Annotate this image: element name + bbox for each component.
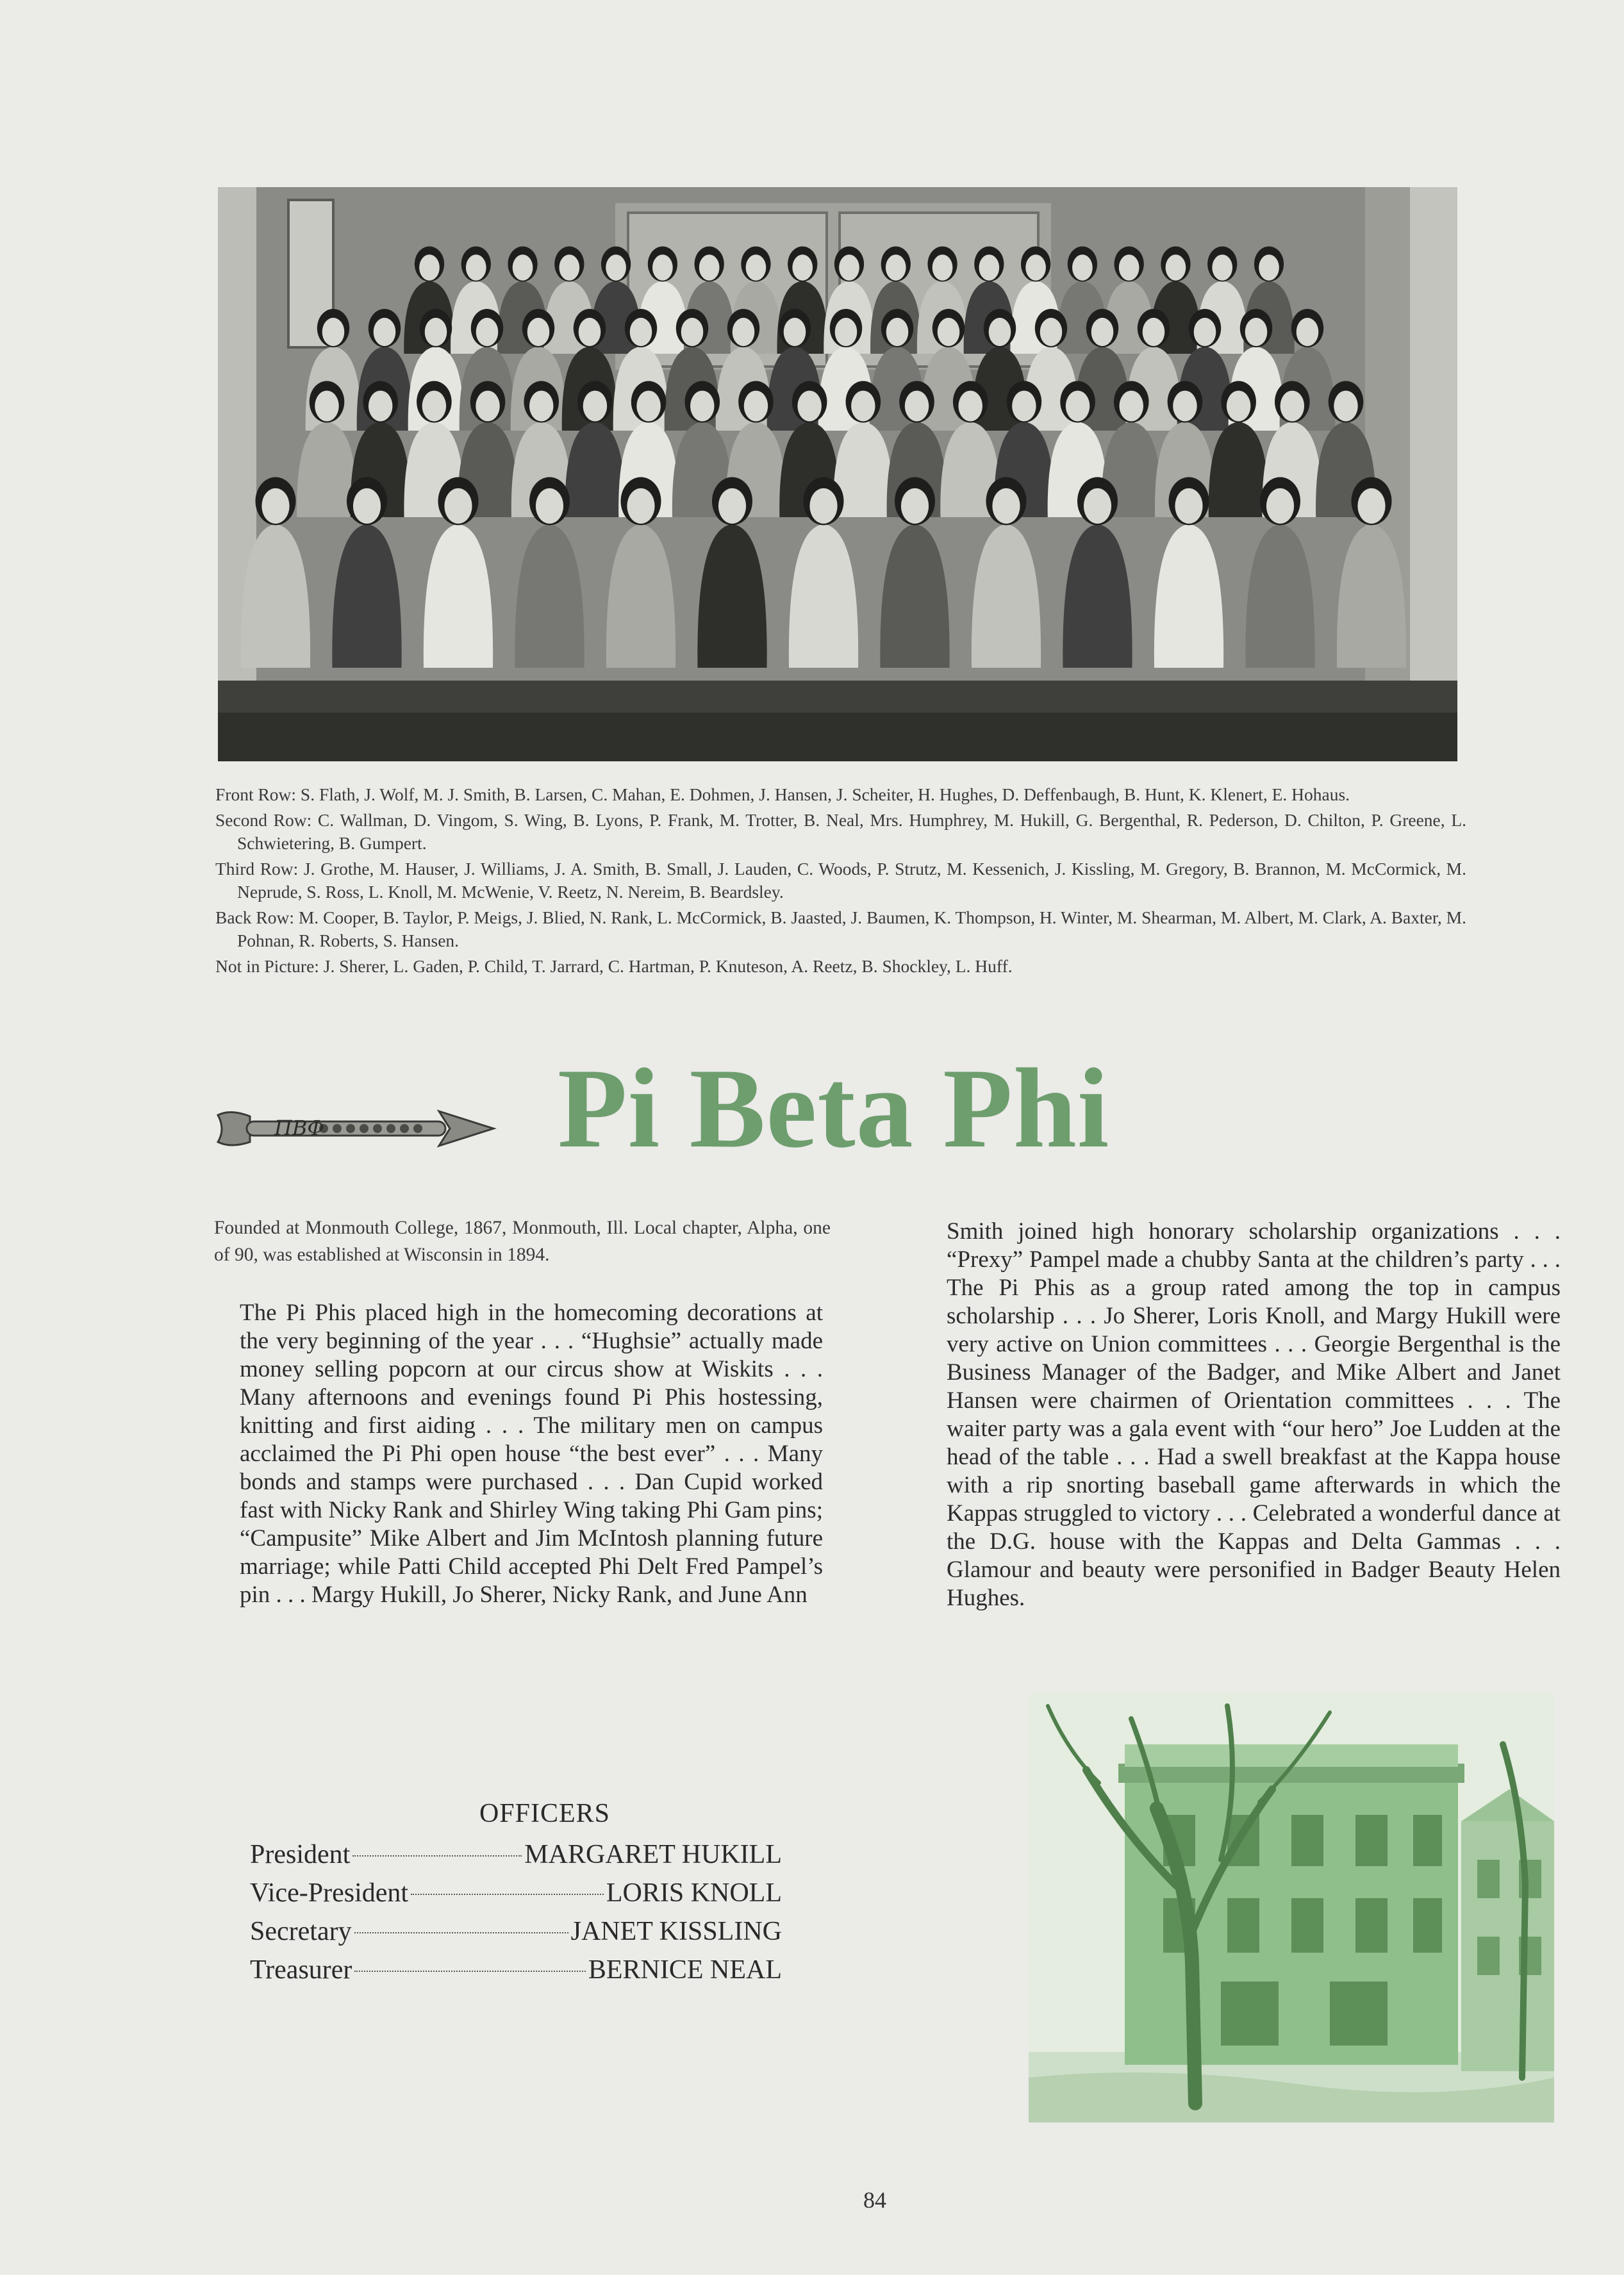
leader-dots [354, 1932, 568, 1933]
body-text-left: The Pi Phis placed high in the homecoming decorations at the very beginning of the year . . . “Hughsie” actually made money selling popcorn at our circus show at Wiskits . . . Many afternoons and evenings found Pi Phis hostessing, knitting and first aiding . . . The military men on campus acclaimed the Pi Phi open house “the best ever” . . . Many bonds and stamps were purchased . . . Dan Cupid worked fast with Nicky Rank and Shirley Wing taking Phi Gam pins; “Campusite” Mike Albert and Jim McIntosh planning future marriage; while Patti Child accepted Phi Delt Fred Pampel’s pin . . . Margy Hukill, Jo Sherer, Nicky Rank, and June Ann [240, 1300, 823, 1608]
chapter-house-photo [1029, 1693, 1554, 2122]
officer-role: Treasurer [250, 1955, 352, 1985]
officer-name: LORIS KNOLL [606, 1878, 782, 1908]
page-number: 84 [863, 2187, 886, 2213]
officer-role: Vice-President [250, 1878, 409, 1908]
caption-front-row: Front Row: S. Flath, J. Wolf, M. J. Smith, B. Larsen, C. Mahan, E. Dohmen, J. Hansen, J. Scheiter, H. Hughes, D. Deffenbaugh, B. Hunt, K. Klenert, E. Hohaus. [215, 784, 1350, 804]
page-title: Pi Beta Phi [558, 1045, 1110, 1171]
body-text-right: Smith joined high honorary scholarship organizations . . . “Prexy” Pampel made a chubby Santa at the children’s party . . . The Pi Phis as a group rated among the top in campus scholarship . . . Jo Sherer, Loris Knoll, and Margy Hukill were very active on Union committees . . . Georgie Bergenthal is the Business Manager of the Badger, and Mike Albert and Janet Hansen were chairmen of Orientation committees . . . The waiter party was a gala event with “our hero” Joe Ludden at the head of the table . . . Had a swell breakfast at the Kappa house with a rip snorting baseball game afterwards in which the Kappas struggled to victory . . . Celebrated a wonderful dance at the D.G. house with the Kappas and Delta Gammas . . . Glamour and beauty were personified in Badger Beauty Helen Hughes. [947, 1218, 1561, 1611]
officer-row-treasurer [250, 1951, 782, 1989]
officer-name: MARGARET HUKILL [524, 1840, 782, 1869]
officer-row-secretary [250, 1912, 782, 1951]
officers-block [250, 1798, 782, 1989]
photo-caption [215, 783, 1466, 980]
officer-row-president [250, 1835, 782, 1874]
officer-role: President [250, 1840, 351, 1869]
officer-name: BERNICE NEAL [588, 1955, 782, 1985]
officer-role: Secretary [250, 1917, 352, 1946]
group-photo [218, 187, 1457, 761]
caption-not-in-picture: Not in Picture: J. Sherer, L. Gaden, P. Child, T. Jarrard, C. Hartman, P. Knuteson, A. Reetz, B. Shockley, L. Huff. [215, 956, 1013, 976]
leader-dots [411, 1894, 604, 1895]
officers-heading: OFFICERS [479, 1799, 611, 1828]
leader-dots [352, 1855, 522, 1857]
leader-dots [354, 1971, 585, 1972]
arrow-pin-icon [211, 1097, 500, 1159]
caption-third-row: Third Row: J. Grothe, M. Hauser, J. Williams, J. A. Smith, B. Small, J. Lauden, C. Woods, P. Strutz, M. Kessenich, J. Kissling, M. Gregory, B. Brannon, M. McCormick, M. Neprude, S. Ross, L. Knoll, M. McWenie, V. Reetz, N. Nereim, B. Beardsley. [215, 859, 1466, 902]
officer-name: JANET KISSLING [570, 1917, 782, 1946]
officer-row-vice-president [250, 1874, 782, 1912]
founded-note: Founded at Monmouth College, 1867, Monmouth, Ill. Local chapter, Alpha, one of 90, was established at Wisconsin in 1894. [214, 1218, 831, 1265]
caption-second-row: Second Row: C. Wallman, D. Vingom, S. Wing, B. Lyons, P. Frank, M. Trotter, B. Neal, Mrs. Humphrey, M. Hukill, G. Bergenthal, R. Pederson, D. Chilton, P. Greene, L. Schwietering, B. Gumpert. [215, 810, 1466, 853]
caption-back-row: Back Row: M. Cooper, B. Taylor, P. Meigs, J. Blied, N. Rank, L. McCormick, B. Jaasted, J. Baumen, K. Thompson, H. Winter, M. Shearman, M. Albert, M. Clark, A. Baxter, M. Pohnan, R. Roberts, S. Hansen. [215, 907, 1466, 950]
pin-letters: ΠΒΦ [274, 1116, 324, 1140]
